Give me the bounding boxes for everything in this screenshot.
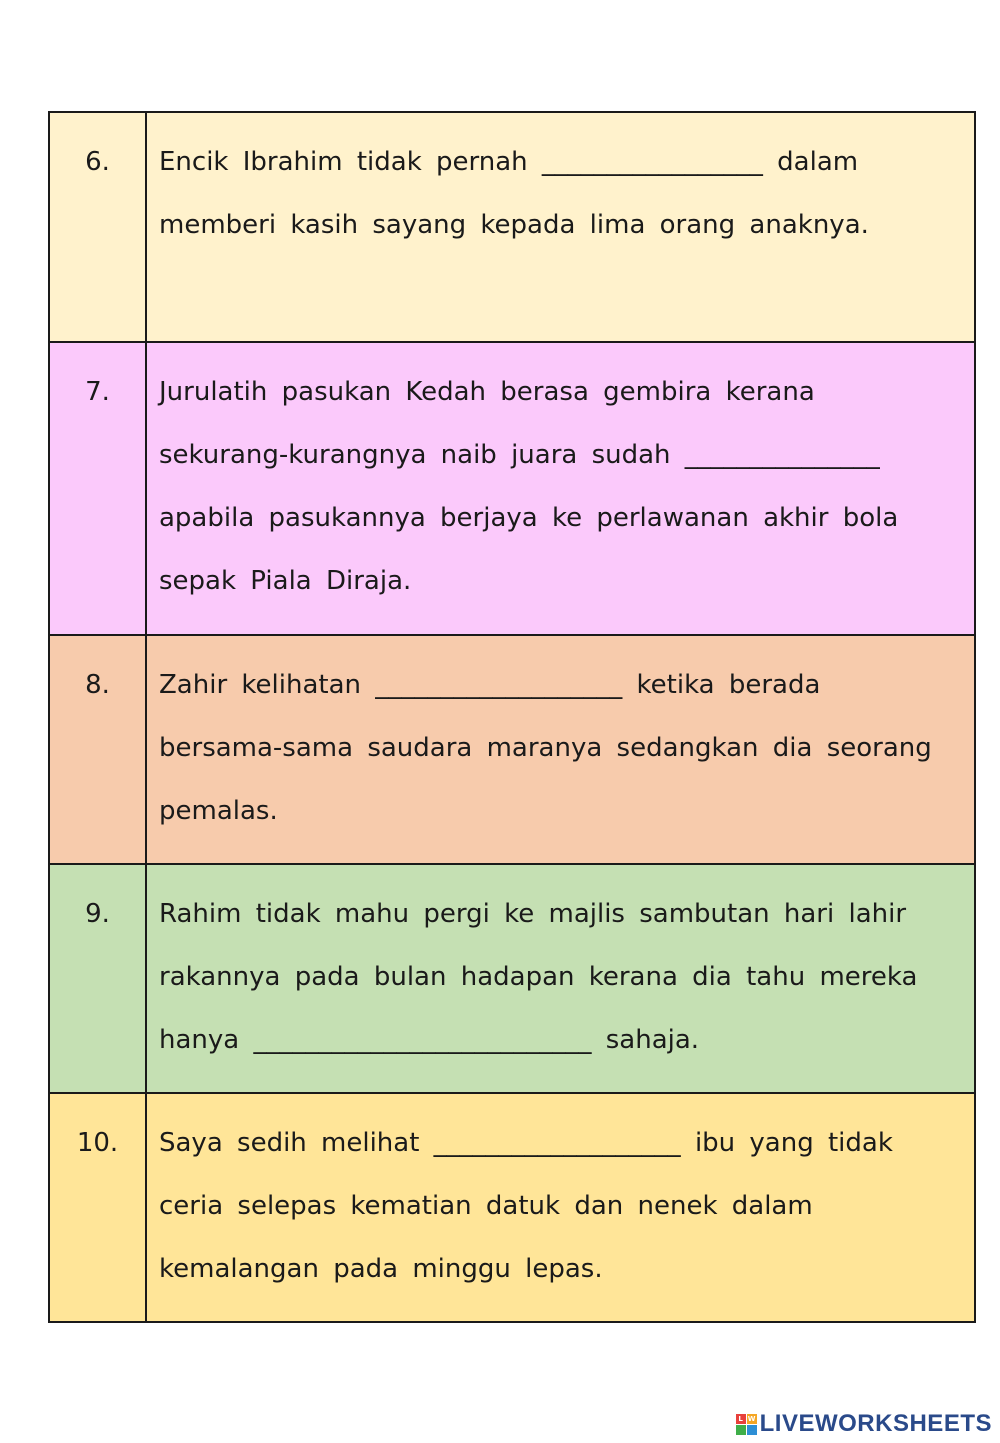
question-row bbox=[49, 1093, 975, 1322]
question-number-cell bbox=[49, 635, 146, 864]
logo-text: LIVEWORKSHEETS bbox=[759, 1410, 992, 1437]
logo-block: L bbox=[736, 1414, 746, 1424]
logo-block bbox=[736, 1425, 746, 1435]
question-number: 7. bbox=[85, 377, 110, 407]
liveworksheets-logo bbox=[736, 1409, 992, 1439]
question-text-cell bbox=[146, 1093, 975, 1322]
question-number: 9. bbox=[85, 899, 110, 929]
question-number: 6. bbox=[85, 147, 110, 177]
question-row bbox=[49, 112, 975, 342]
question-number-cell bbox=[49, 1093, 146, 1322]
question-row bbox=[49, 635, 975, 864]
question-text-cell bbox=[146, 112, 975, 342]
question-text: Zahir kelihatan ___________________ ketika berada bersama-sama saudara maranya sedangkan dia seorang pemalas. bbox=[159, 670, 932, 826]
question-table bbox=[48, 111, 976, 1323]
logo-blocks-icon bbox=[736, 1414, 757, 1435]
question-number-cell bbox=[49, 112, 146, 342]
question-text: Saya sedih melihat ___________________ ibu yang tidak ceria selepas kematian datuk dan nenek dalam kemalangan pada minggu lepas. bbox=[159, 1128, 893, 1284]
question-number-cell bbox=[49, 342, 146, 635]
question-number: 8. bbox=[85, 670, 110, 700]
question-text-cell bbox=[146, 635, 975, 864]
question-text-cell bbox=[146, 864, 975, 1093]
logo-block: W bbox=[747, 1414, 756, 1423]
question-text: Rahim tidak mahu pergi ke majlis sambutan hari lahir rakannya pada bulan hadapan kerana dia tahu mereka hanya __________________________ sahaja. bbox=[159, 899, 918, 1055]
question-text-cell bbox=[146, 342, 975, 635]
question-row bbox=[49, 342, 975, 635]
question-text: Jurulatih pasukan Kedah berasa gembira kerana sekurang-kurangnya naib juara sudah _______________ apabila pasukannya berjaya ke perlawanan akhir bola sepak Piala Diraja. bbox=[159, 377, 899, 596]
question-row bbox=[49, 864, 975, 1093]
logo-block bbox=[747, 1425, 757, 1435]
question-text: Encik Ibrahim tidak pernah _________________ dalam memberi kasih sayang kepada lima orang anaknya. bbox=[159, 147, 869, 240]
question-number: 10. bbox=[76, 1128, 119, 1158]
question-number-cell bbox=[49, 864, 146, 1093]
